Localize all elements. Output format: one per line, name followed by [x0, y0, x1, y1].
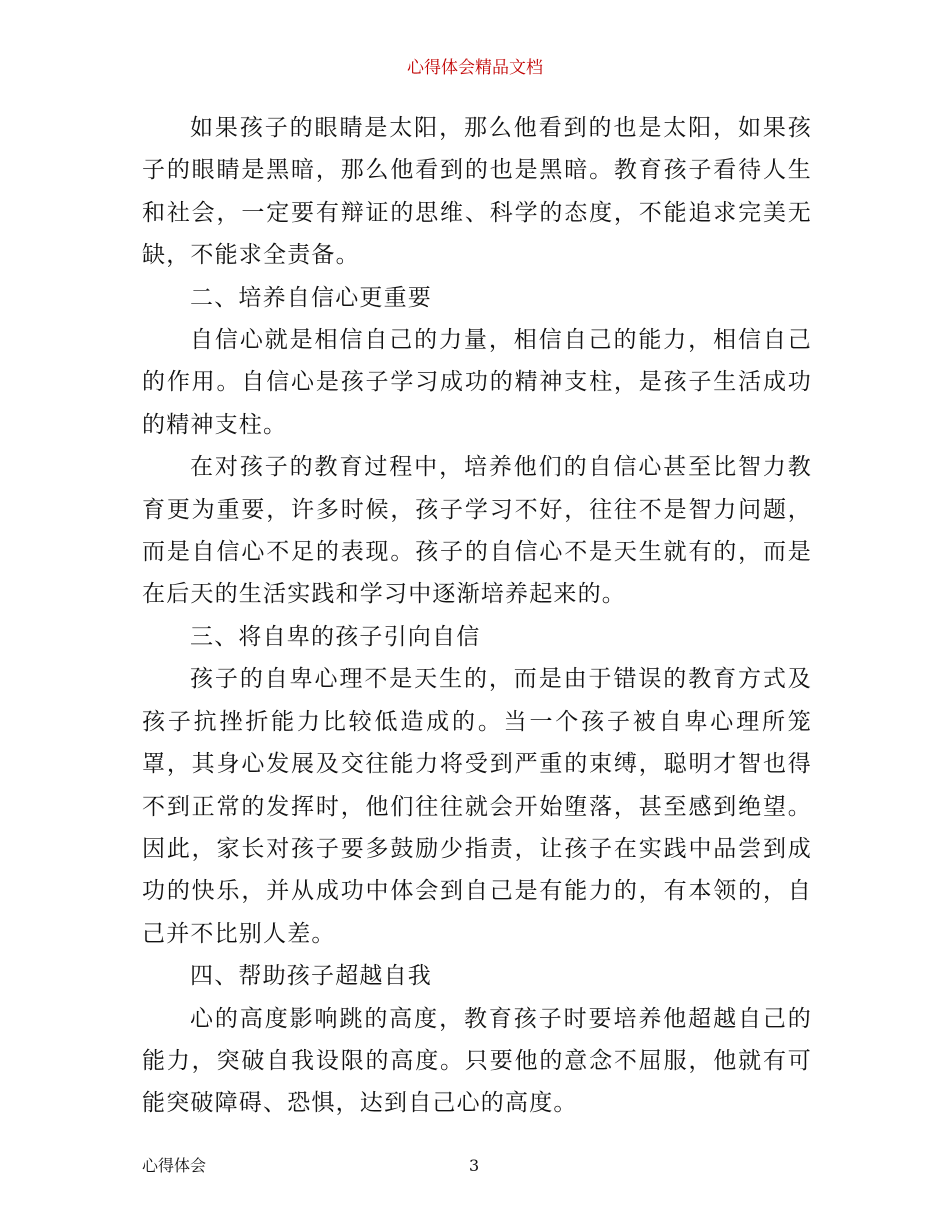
page-header-title: 心得体会精品文档	[407, 58, 543, 78]
document-body	[142, 107, 812, 1125]
paragraph-inferiority: 孩子的自卑心理不是天生的，而是由于错误的教育方式及孩子抗挫折能力比较低造成的。当一个孩子被自卑心理所笼罩，其身心发展及交往能力将受到严重的束缚，聪明才智也得不到正常的发挥时，他们往往就会开始堕落，甚至感到绝望。因此，家长对孩子要多鼓励少指责，让孩子在实践中品尝到成功的快乐，并从成功中体会到自己是有能力的，有本领的，自己并不比别人差。	[142, 666, 812, 947]
section-heading-3: 三、将自卑的孩子引向自信	[190, 623, 481, 650]
section-heading-4: 四、帮助孩子超越自我	[190, 963, 432, 990]
paragraph-confidence-importance: 在对孩子的教育过程中，培养他们的自信心甚至比智力教育更为重要，许多时候，孩子学习不好，往往不是智力问题，而是自信心不足的表现。孩子的自信心不是天生就有的，而是在后天的生活实践和学习中逐渐培养起来的。	[142, 454, 812, 608]
paragraph-intro: 如果孩子的眼睛是太阳，那么他看到的也是太阳，如果孩子的眼睛是黑暗，那么他看到的也是黑暗。教育孩子看待人生和社会，一定要有辩证的思维、科学的态度，不能追求完美无缺，不能求全责备。	[142, 115, 812, 269]
section-heading-2: 二、培养自信心更重要	[190, 284, 432, 311]
footer-label: 心得体会	[142, 1156, 207, 1175]
paragraph-self-transcendence: 心的高度影响跳的高度，教育孩子时要培养他超越自己的能力，突破自我设限的高度。只要他的意念不屈服，他就有可能突破障碍、恐惧，达到自己心的高度。	[142, 1005, 812, 1117]
page-number: 3	[469, 1156, 480, 1175]
paragraph-confidence-definition: 自信心就是相信自己的力量，相信自己的能力，相信自己的作用。自信心是孩子学习成功的精神支柱，是孩子生活成功的精神支柱。	[142, 327, 812, 438]
